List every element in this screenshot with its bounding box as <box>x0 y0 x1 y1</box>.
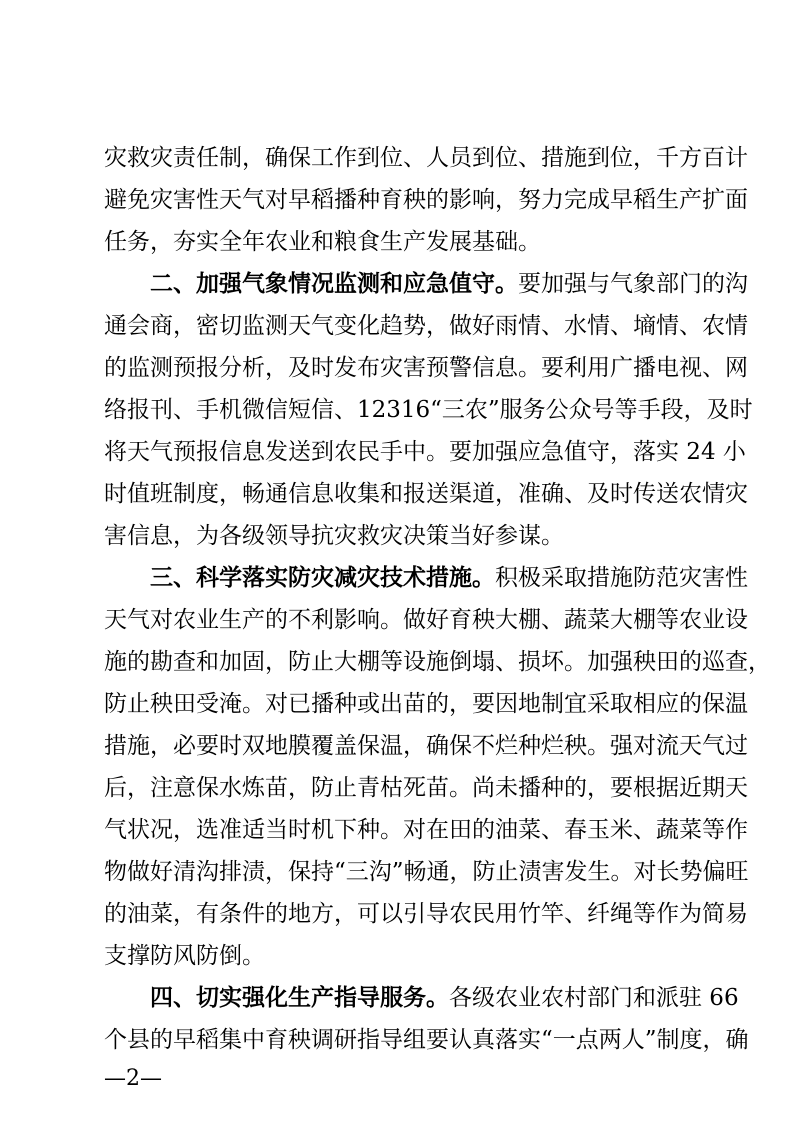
line-text: 气状况，选准适当时机下种。对在田的油菜、春玉米、蔬菜等作 <box>104 817 748 843</box>
line-text: 要加强与气象部门的沟 <box>518 271 748 297</box>
line-text: 后，注意保水炼苗，防止青枯死苗。尚未播种的，要根据近期天 <box>104 775 748 801</box>
body-line-22 <box>104 1022 749 1058</box>
section-heading-2 <box>150 266 748 302</box>
body-line-10 <box>104 518 688 554</box>
body-line-9 <box>104 476 748 512</box>
section-heading-4 <box>150 980 739 1016</box>
line-text: 个县的早稻集中育秧调研指导组要认真落实“一点两人”制度，确 <box>104 1027 749 1053</box>
line-text: 的油菜，有条件的地方，可以引导农民用竹竿、纤绳等作为简易 <box>104 901 748 927</box>
line-text: 施的勘查和加固，防止大棚等设施倒塌、损坏。加强秧田的巡查， <box>104 649 771 675</box>
body-line-18 <box>104 854 749 890</box>
body-line-6 <box>104 350 748 386</box>
body-line-2 <box>104 182 748 218</box>
line-text: 的监测预报分析，及时发布灾害预警信息。要利用广播电视、网 <box>104 355 748 381</box>
body-line-8 <box>104 434 746 470</box>
heading-text: 四、切实强化生产指导服务。 <box>150 984 449 1011</box>
line-text: 各级农业农村部门和派驻 66 <box>449 985 739 1011</box>
heading-text: 二、加强气象情况监测和应急值守。 <box>150 270 518 297</box>
body-line-16 <box>104 770 748 806</box>
line-text: 灾救灾责任制，确保工作到位、人员到位、措施到位，千方百计 <box>104 145 748 171</box>
line-text: 将天气预报信息发送到农民手中。要加强应急值守，落实 24 小 <box>104 439 746 465</box>
body-line-5 <box>104 308 748 344</box>
section-heading-3 <box>150 560 748 596</box>
body-line-13 <box>104 644 771 680</box>
body-line-14 <box>104 686 748 722</box>
body-line-12 <box>104 602 748 638</box>
body-line-20 <box>104 938 688 974</box>
line-text: 天气对农业生产的不利影响。做好育秧大棚、蔬菜大棚等农业设 <box>104 607 748 633</box>
body-line-7 <box>104 392 753 428</box>
body-line-15 <box>104 728 748 764</box>
line-text: 害信息，为各级领导抗灾救灾决策当好参谋。 <box>104 523 564 549</box>
line-text: 任务，夯实全年农业和粮食生产发展基础。 <box>104 229 541 255</box>
line-text: 措施，必要时双地膜覆盖保温，确保不烂种烂秧。强对流天气过 <box>104 733 748 759</box>
line-text: 物做好清沟排渍，保持“三沟”畅通，防止渍害发生。对长势偏旺 <box>104 859 749 885</box>
page-number: —2— <box>104 1066 162 1091</box>
line-text: 积极采取措施防范灾害性 <box>495 565 748 591</box>
line-text: 络报刊、手机微信短信、12316“三农”服务公众号等手段，及时 <box>104 397 753 423</box>
body-line-17 <box>104 812 748 848</box>
line-text: 支撑防风防倒。 <box>104 943 265 969</box>
body-line-1 <box>104 140 748 176</box>
line-text: 时值班制度，畅通信息收集和报送渠道，准确、及时传送农情灾 <box>104 481 748 507</box>
body-line-3 <box>104 224 688 260</box>
line-text: 避免灾害性天气对早稻播种育秧的影响，努力完成早稻生产扩面 <box>104 187 748 213</box>
body-line-19 <box>104 896 748 932</box>
line-text: 通会商，密切监测天气变化趋势，做好雨情、水情、墒情、农情 <box>104 313 748 339</box>
heading-text: 三、科学落实防灾减灾技术措施。 <box>150 564 495 591</box>
line-text: 防止秧田受淹。对已播种或出苗的，要因地制宜采取相应的保温 <box>104 691 748 717</box>
